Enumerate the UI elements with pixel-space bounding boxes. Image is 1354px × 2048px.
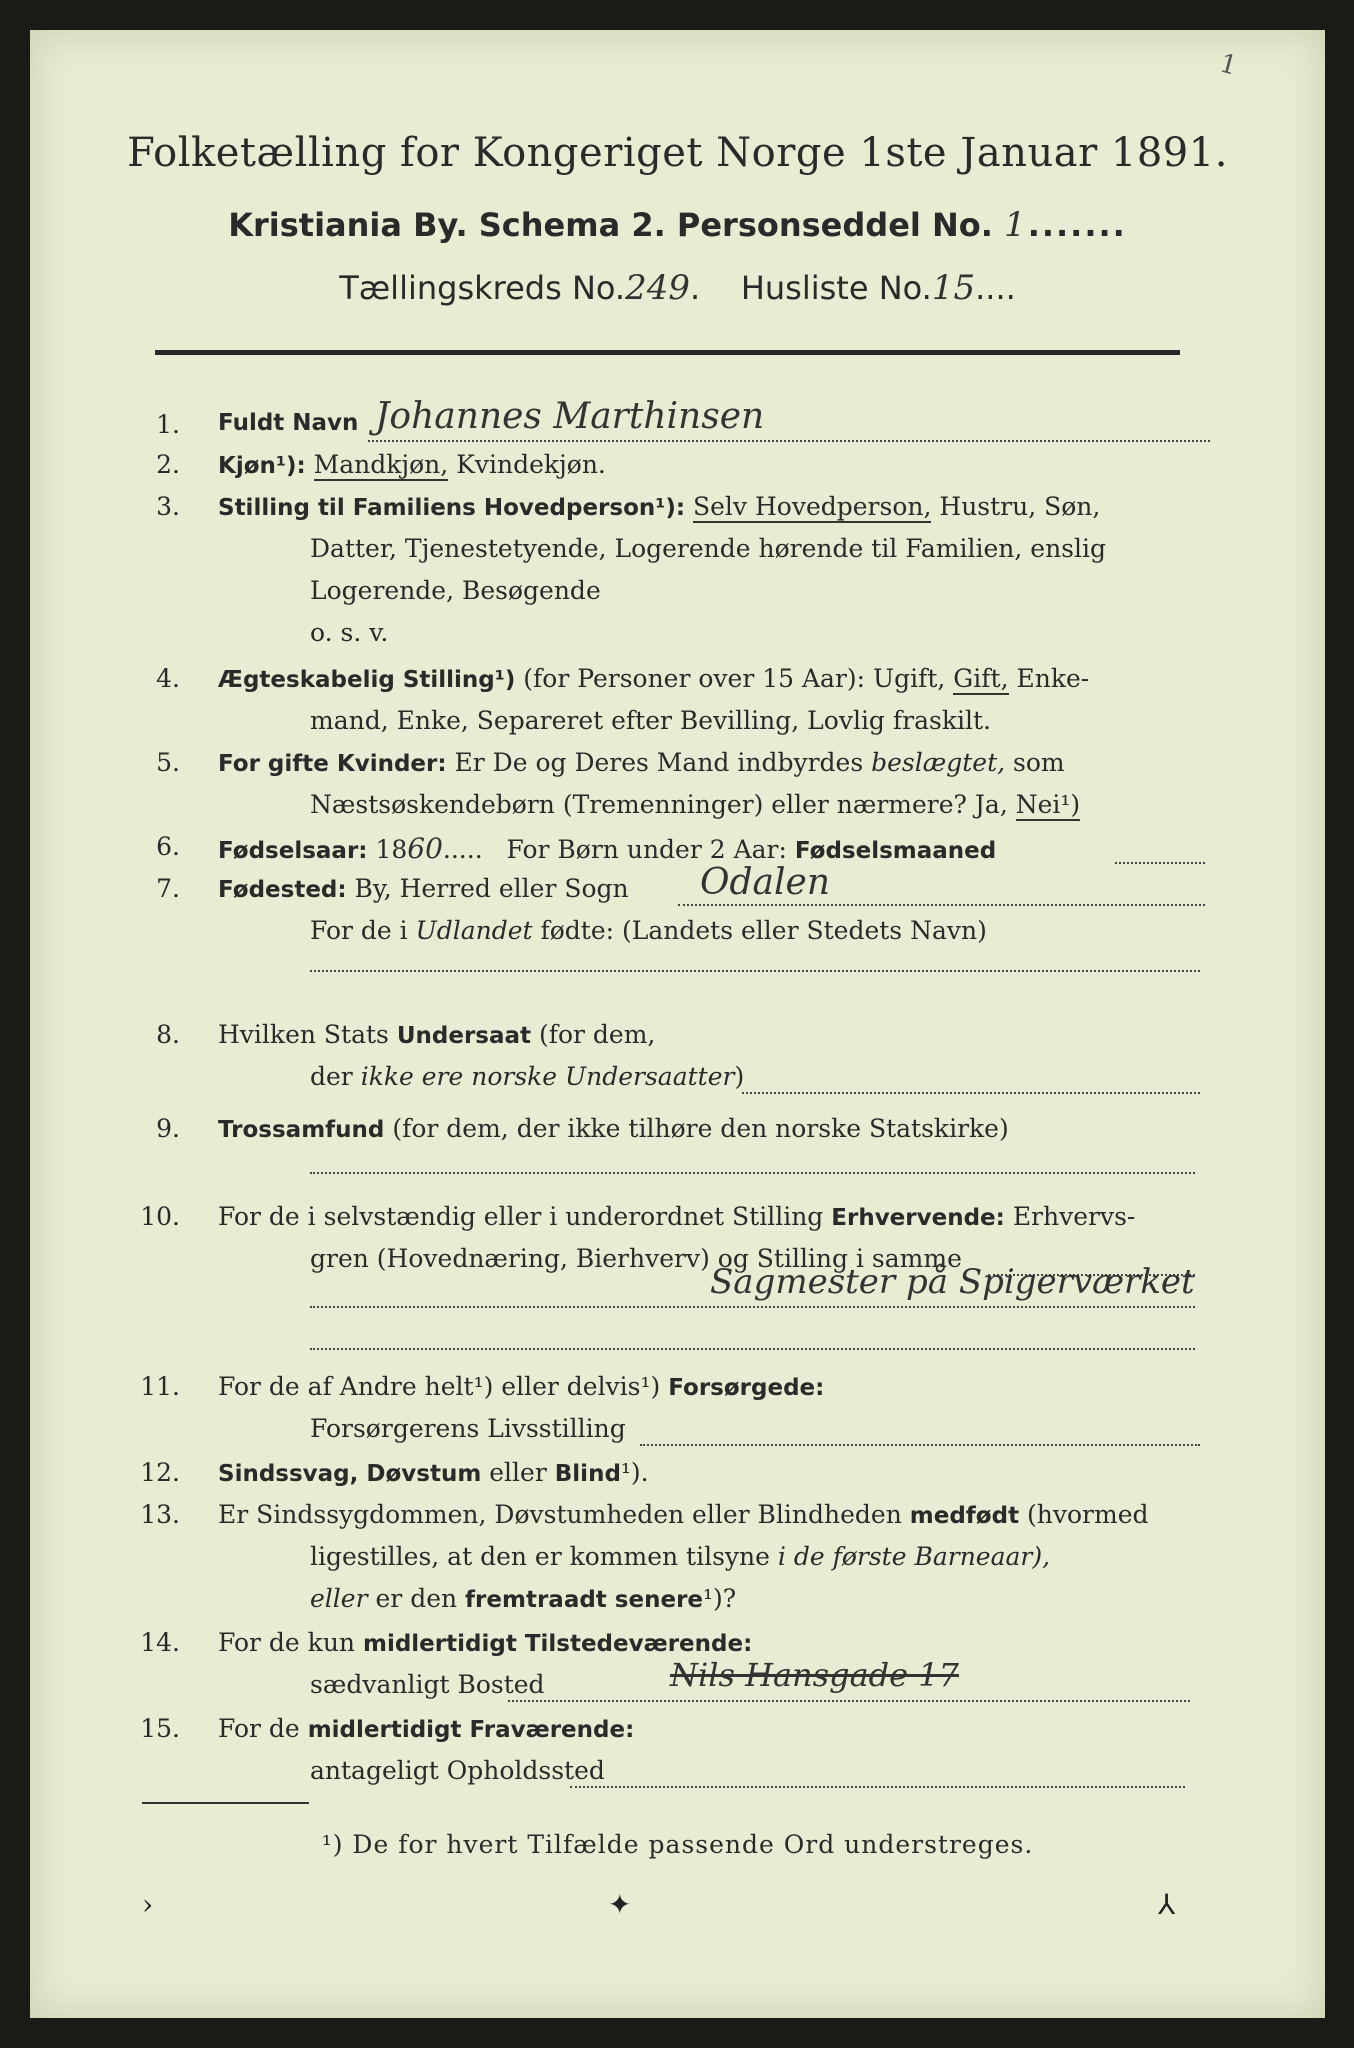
schema-label: Kristiania By. Schema 2. Personseddel No.: [228, 206, 993, 244]
corner-page-mark: 1: [1216, 48, 1241, 82]
occupation-value: Sagmester på Spigerværket: [710, 1262, 1195, 1302]
registration-mark-right: ⅄: [1158, 1888, 1176, 1921]
census-form: 1 Folketælling for Kongeriget Norge 1ste Januar 1891. Kristiania By. Schema 2. Personseddel No. 1....... Tællingskreds No.249. Husliste No.15.... 1. Fuldt Navn Johannes Marthinsen 2. Kjøn¹): Mandkjøn, Kvindekjøn. 3. Stilling til Familiens Hovedperson¹): Selv Hovedperson, Hustru, Søn, Datter, Tjenestetyende, Logerende hørende til Familien, enslig Logerende, Besøgende o. s. v. 4. Ægteskabelig Stilling¹) (for Personer over 15 Aar): Ugift, Gift, Enke- mand, Enke, Separeret efter Bevilling, Lovlig fraskilt. 5. For gifte Kvinder: Er De og Deres Mand indbyrdes beslægtet, som Næstsøskendebørn (Tremenninger) eller nærmere? Ja, Nei¹) 6. Fødselsaar: 1860..... For Børn under 2 Aar: Fødselsmaaned 7. Fødested: By, Herred eller Sogn Odalen For de i Udlandet fødte: (Landets eller Stedets Navn) 8. Hvilken Stats Undersaat (for dem, der ikke ere norske Undersaatter) 9. Trossamfund (for dem, der ikke tilhøre den norske Statskirke) 10. For de i selvstændig eller i underordnet Stilling Erhvervende: Erhvervs- gren (Hovednæring, Bierhverv) og Stilling i samme Sagmester på Spigerværket 11. For de af Andre helt¹) eller delvis¹) Forsørgede: Forsørgerens Livsstilling 12. Sindssvag, Døvstum eller Blind¹). 13. Er Sindssygdommen, Døvstumheden eller Blindheden medfødt (hvormed ligestilles, at den er kommen tilsyne i de første Barneaar), eller er den fremtraadt senere¹)? 14. For de kun midlertidigt Tilstedeværende: sædvanligt Bosted Nils Hansgade 17 15. For de midlertidigt Fraværende: antageligt Opholdssted ¹) De for hvert Tilfælde passende Ord understreges. › ✦ ⅄: [30, 30, 1325, 2018]
registration-mark-left: ›: [142, 1888, 154, 1921]
personseddel-number: 1: [1004, 205, 1028, 245]
kreds-number: 249: [625, 268, 690, 308]
sex-selected: Mandkjøn,: [313, 450, 449, 479]
husliste-number: 15: [931, 268, 976, 308]
kreds-label: Tællingskreds No.: [339, 269, 626, 307]
footnote-divider: [142, 1802, 309, 1804]
form-title: Folketælling for Kongeriget Norge 1ste Januar 1891.: [127, 130, 1228, 176]
related-selected: Nei¹): [1015, 790, 1081, 819]
form-subtitle-kreds: Tællingskreds No.249. Husliste No.15....: [339, 268, 1016, 308]
birthplace-value: Odalen: [700, 862, 831, 903]
husliste-label: Husliste No.: [740, 269, 932, 307]
family-position-selected: Selv Hovedperson,: [693, 492, 932, 521]
birth-year-value: 60: [407, 832, 443, 865]
usual-residence-struck-value: Nils Hansgade 17: [670, 1656, 959, 1694]
marital-selected: Gift,: [953, 664, 1009, 693]
form-subtitle-schema: Kristiania By. Schema 2. Personseddel No. 1.......: [228, 205, 1127, 245]
header-divider: [155, 350, 1180, 355]
full-name-value: Johannes Marthinsen: [375, 396, 765, 437]
registration-mark-center: ✦: [608, 1888, 632, 1921]
footnote: ¹) De for hvert Tilfælde passende Ord understreges.: [321, 1830, 1034, 1859]
field-1-label: Fuldt Navn: [218, 410, 359, 436]
